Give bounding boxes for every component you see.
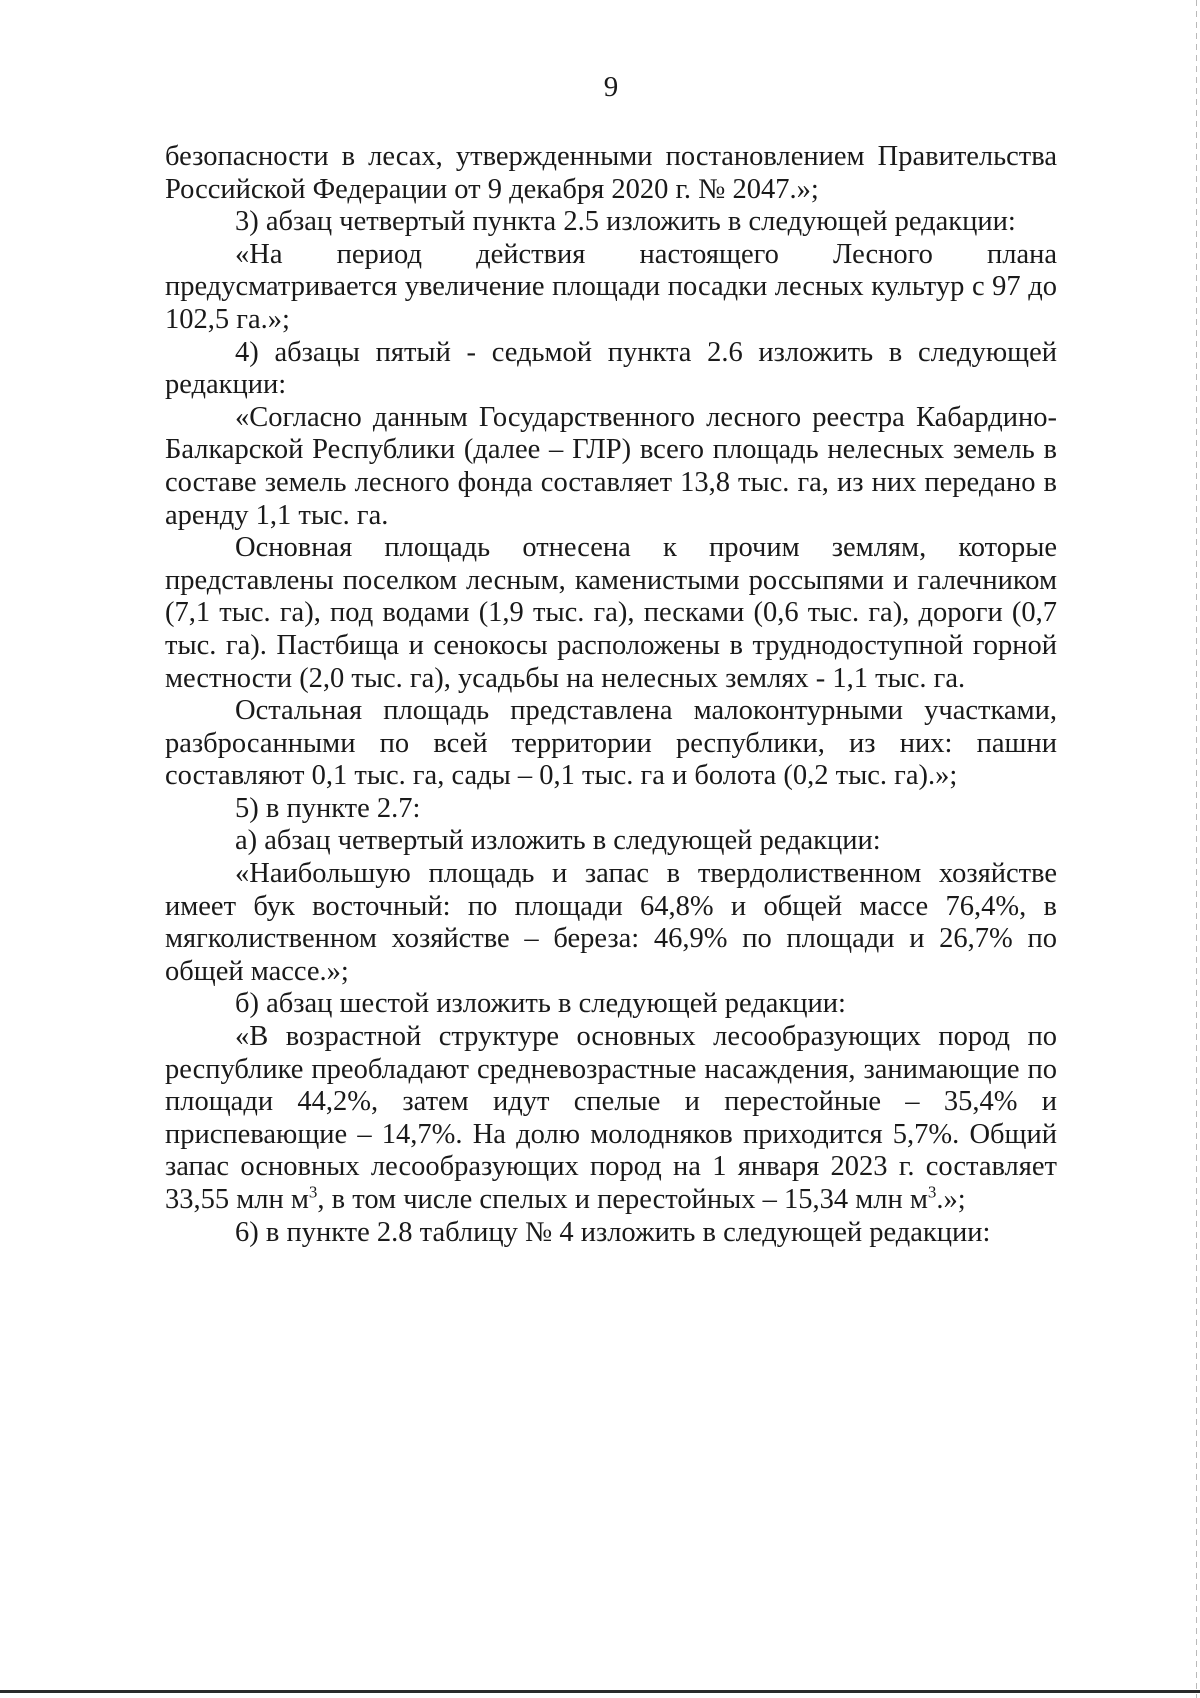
- document-body: [165, 141, 1057, 1249]
- page-number: 9: [603, 71, 619, 103]
- age-text-part-3: .»;: [936, 1184, 966, 1215]
- age-text-part-1: «В возрастной структуре основных лесообразующих пород по республике преобладают средневозрастные насаждения, занимающие по площади 44,2%, затем идут спелые и перестойные – 35,4% и приспевающие – 14,7%. На долю молодняков приходится 5,7%. Общий запас основных лесообразующих пород на 1 января 2023 г. составляет 33,55 млн м: [165, 1021, 1057, 1215]
- age-text-part-2: , в том числе спелых и перестойных – 15,34 млн м: [317, 1184, 928, 1215]
- paragraph: а) абзац четвертый изложить в следующей редакции:: [235, 825, 881, 857]
- scan-edge-right: [1196, 0, 1197, 1698]
- superscript-cubic: 3: [927, 1182, 937, 1202]
- paragraph: Остальная площадь представлена малоконтурными участками, разбросанными по всей территории республики, из них: пашни составляют 0,1 тыс. га, сады – 0,1 тыс. га и болота (0,2 тыс. га).»;: [165, 695, 1057, 792]
- scan-edge-bottom: [0, 1690, 1200, 1693]
- paragraph: б) абзац шестой изложить в следующей редакции:: [235, 988, 846, 1020]
- paragraph-age-structure: [165, 1021, 1057, 1217]
- paragraph: «Наибольшую площадь и запас в твердолиственном хозяйстве имеет бук восточный: по площади 64,8% и общей массе 76,4%, в мягколиственном хозяйстве – береза: 46,9% по площади и 26,7% по общей массе.»;: [165, 858, 1057, 987]
- paragraph: «На период действия настоящего Лесного плана предусматривается увеличение площади посадки лесных культур с 97 до 102,5 га.»;: [165, 238, 1057, 335]
- paragraph: 3) абзац четвертый пункта 2.5 изложить в следующей редакции:: [235, 206, 1016, 238]
- paragraph: 4) абзацы пятый - седьмой пункта 2.6 изложить в следующей редакции:: [165, 336, 1057, 401]
- paragraph: 6) в пункте 2.8 таблицу № 4 изложить в следующей редакции:: [235, 1216, 991, 1248]
- paragraph: Основная площадь отнесена к прочим землям, которые представлены поселком лесным, каменистыми россыпями и галечником (7,1 тыс. га), под водами (1,9 тыс. га), песками (0,6 тыс. га), дороги (0,7 тыс. га). Пастбища и сенокосы расположены в труднодоступной горной местности (2,0 тыс. га), усадьбы на нелесных землях - 1,1 тыс. га.: [165, 532, 1057, 694]
- paragraph: безопасности в лесах, утвержденными постановлением Правительства Российской Федерации от 9 декабря 2020 г. № 2047.»;: [165, 141, 1057, 205]
- superscript-cubic: 3: [308, 1182, 318, 1202]
- paragraph: «Согласно данным Государственного лесного реестра Кабардино-Балкарской Республики (далее – ГЛР) всего площадь нелесных земель в составе земель лесного фонда составляет 13,8 тыс. га, из них передано в аренду 1,1 тыс. га.: [165, 401, 1057, 531]
- paragraph: 5) в пункте 2.7:: [235, 792, 421, 824]
